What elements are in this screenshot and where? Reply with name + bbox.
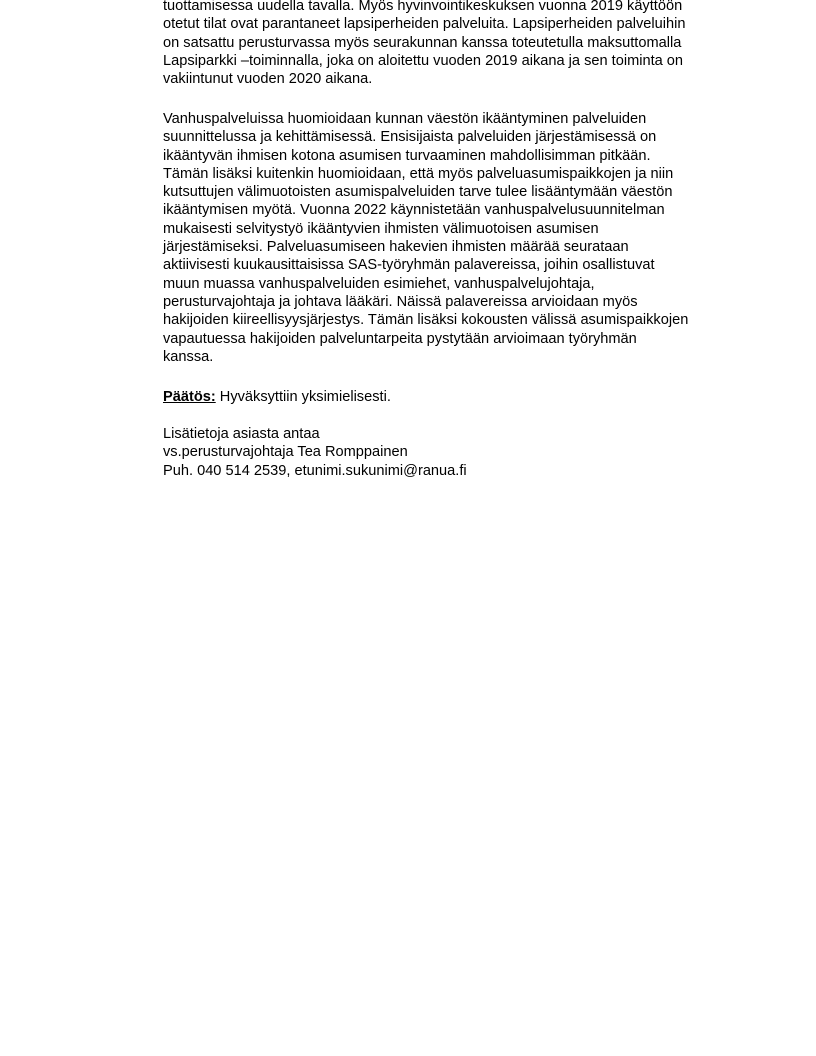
contact-phone-email: Puh. 040 514 2539, etunimi.sukunimi@ranua.fi — [163, 462, 467, 479]
decision-row — [163, 388, 743, 406]
decision-line — [163, 388, 743, 406]
text-line: Vanhuspalveluissa huomioidaan kunnan väestön ikääntyminen palveluiden — [163, 111, 647, 127]
text-line: vakiintunut vuoden 2020 aikana. — [163, 71, 373, 88]
paragraph-elderly-services — [163, 110, 743, 366]
text-line: vapautuessa hakijoiden palveluntarpeita pystytään arvioimaan työryhmän — [163, 330, 637, 347]
text-line: on satsattu perusturvassa myös seurakunnan kanssa toteutetulla maksuttomalla — [163, 34, 682, 51]
text-line: tuottamisessa uudella tavalla. Myös hyvinvointikeskuksen vuonna 2019 käyttöön — [163, 0, 683, 14]
text-line: kanssa. — [163, 348, 214, 365]
text-line: muun muassa vanhuspalveluiden esimiehet, vanhuspalvelujohtaja, — [163, 275, 595, 292]
text-line: kutsuttujen välimuotoisten asumispalveluiden tarve tulee lisääntymään väestön — [163, 184, 673, 201]
decision-label: Päätös: — [163, 389, 216, 405]
text-line: Tämän lisäksi kuitenkin huomioidaan, että myös palveluasumispaikkojen ja niin — [163, 165, 674, 182]
paragraph-child-services — [163, 0, 743, 88]
text-line: mukaisesti selvitystyö ikääntyvien ihmisten välimuotoisen asumisen — [163, 220, 599, 237]
text-line: suunnittelussa ja kehittämisessä. Ensisijaista palveluiden järjestämisessä on — [163, 129, 657, 146]
text-line: aktiivisesti kuukausittaisissa SAS-työryhmän palavereissa, joihin osallistuvat — [163, 257, 655, 274]
decision-text: Hyväksyttiin yksimielisesti. — [215, 389, 391, 405]
text-line: otetut tilat ovat parantaneet lapsiperheiden palveluita. Lapsiperheiden palveluihin — [163, 16, 686, 33]
contact-person: vs.perusturvajohtaja Tea Romppainen — [163, 444, 408, 461]
text-line: perusturvajohtaja ja johtava lääkäri. Näissä palavereissa arvioidaan myös — [163, 293, 638, 310]
text-line: ikääntymisen myötä. Vuonna 2022 käynnistetään vanhuspalvelusuunnitelman — [163, 202, 665, 219]
contact-info — [163, 425, 743, 480]
text-line: hakijoiden kiireellisyysjärjestys. Tämän lisäksi kokousten välissä asumispaikkojen — [163, 312, 689, 329]
contact-intro: Lisätietoja asiasta antaa — [163, 426, 320, 442]
text-line: ikääntyvän ihmisen kotona asumisen turvaaminen mahdollisimman pitkään. — [163, 147, 651, 164]
text-line: järjestämiseksi. Palveluasumiseen hakevien ihmisten määrää seurataan — [163, 239, 629, 256]
text-line: Lapsiparkki –toiminnalla, joka on aloitettu vuoden 2019 aikana ja sen toiminta on — [163, 52, 684, 69]
